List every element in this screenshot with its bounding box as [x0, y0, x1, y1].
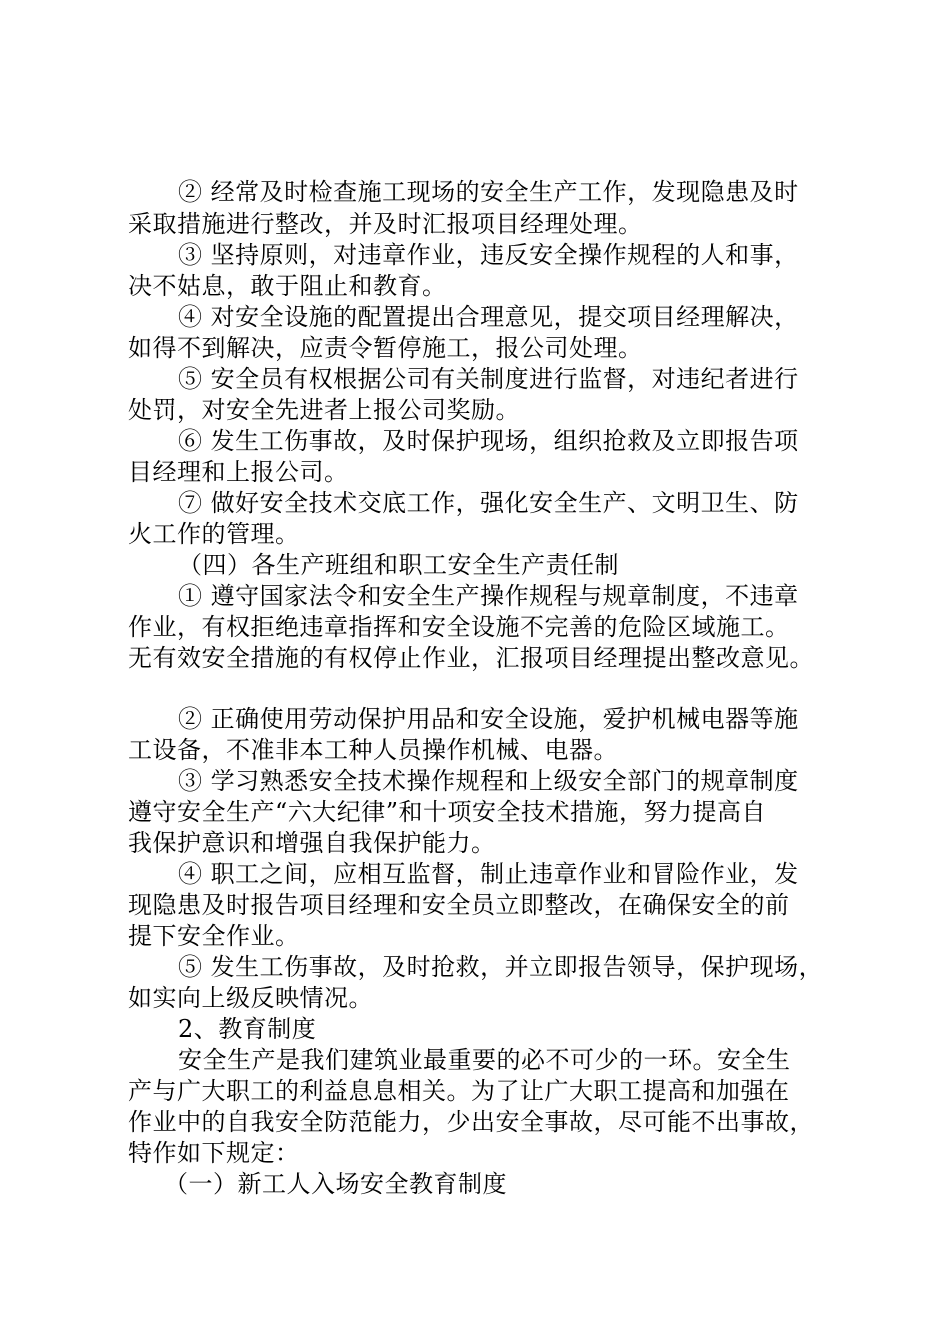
- text-line: 如得不到解决，应责令暂停施工，报公司处理。: [128, 334, 643, 362]
- text-line: ⑤ 发生工伤事故，及时抢救，并立即报告领导，保护现场，: [178, 953, 824, 981]
- text-line: ① 遵守国家法令和安全生产操作规程与规章制度，不违章: [178, 582, 799, 610]
- text-line: 产与广大职工的利益息息相关。为了让广大职工提高和加强在: [128, 1077, 790, 1105]
- text-line: ② 正确使用劳动保护用品和安全设施，爱护机械电器等施: [178, 705, 799, 733]
- text-line: 特作如下规定：: [128, 1139, 300, 1167]
- section-heading: （四）各生产班组和职工安全生产责任制: [178, 551, 619, 579]
- text-line: 作业，有权拒绝违章指挥和安全设施不完善的危险区域施工。: [128, 613, 790, 641]
- text-line: 现隐患及时报告项目经理和安全员立即整改，在确保安全的前: [128, 891, 790, 919]
- text-line: ⑥ 发生工伤事故，及时保护现场，组织抢救及立即报告项: [178, 427, 799, 455]
- text-line: 目经理和上报公司。: [128, 458, 349, 486]
- text-line: 如实向上级反映情况。: [128, 984, 373, 1012]
- text-line: 安全生产是我们建筑业最重要的必不可少的一环。安全生: [178, 1046, 791, 1074]
- text-line: ④ 职工之间，应相互监督，制止违章作业和冒险作业，发: [178, 860, 799, 888]
- text-line: ② 经常及时检查施工现场的安全生产工作，发现隐患及时: [178, 178, 799, 206]
- text-line: ⑦ 做好安全技术交底工作，强化安全生产、文明卫生、防: [178, 489, 799, 517]
- text-line: 处罚，对安全先进者上报公司奖励。: [128, 396, 520, 424]
- text-line: ⑤ 安全员有权根据公司有关制度进行监督，对违纪者进行: [178, 365, 799, 393]
- text-line: ③ 学习熟悉安全技术操作规程和上级安全部门的规章制度: [178, 767, 799, 795]
- section-heading: 2、教育制度: [178, 1015, 317, 1043]
- text-line: 决不姑息，敢于阻止和教育。: [128, 272, 447, 300]
- text-line: 工设备，不准非本工种人员操作机械、电器。: [128, 736, 618, 764]
- text-line: 火工作的管理。: [128, 520, 300, 548]
- text-line: 遵守安全生产“六大纪律”和十项安全技术措施，努力提高自: [128, 798, 767, 826]
- text-line: 提下安全作业。: [128, 922, 300, 950]
- text-line: 采取措施进行整改，并及时汇报项目经理处理。: [128, 210, 643, 238]
- section-heading: （一）新工人入场安全教育制度: [164, 1170, 507, 1198]
- text-line: 我保护意识和增强自我保护能力。: [128, 829, 496, 857]
- text-line: 作业中的自我安全防范能力，少出安全事故，尽可能不出事故，: [128, 1108, 814, 1136]
- text-line: ③ 坚持原则，对违章作业，违反安全操作规程的人和事，: [178, 241, 799, 269]
- text-line: 无有效安全措施的有权停止作业，汇报项目经理提出整改意见。: [128, 644, 814, 672]
- text-line: ④ 对安全设施的配置提出合理意见，提交项目经理解决，: [178, 303, 799, 331]
